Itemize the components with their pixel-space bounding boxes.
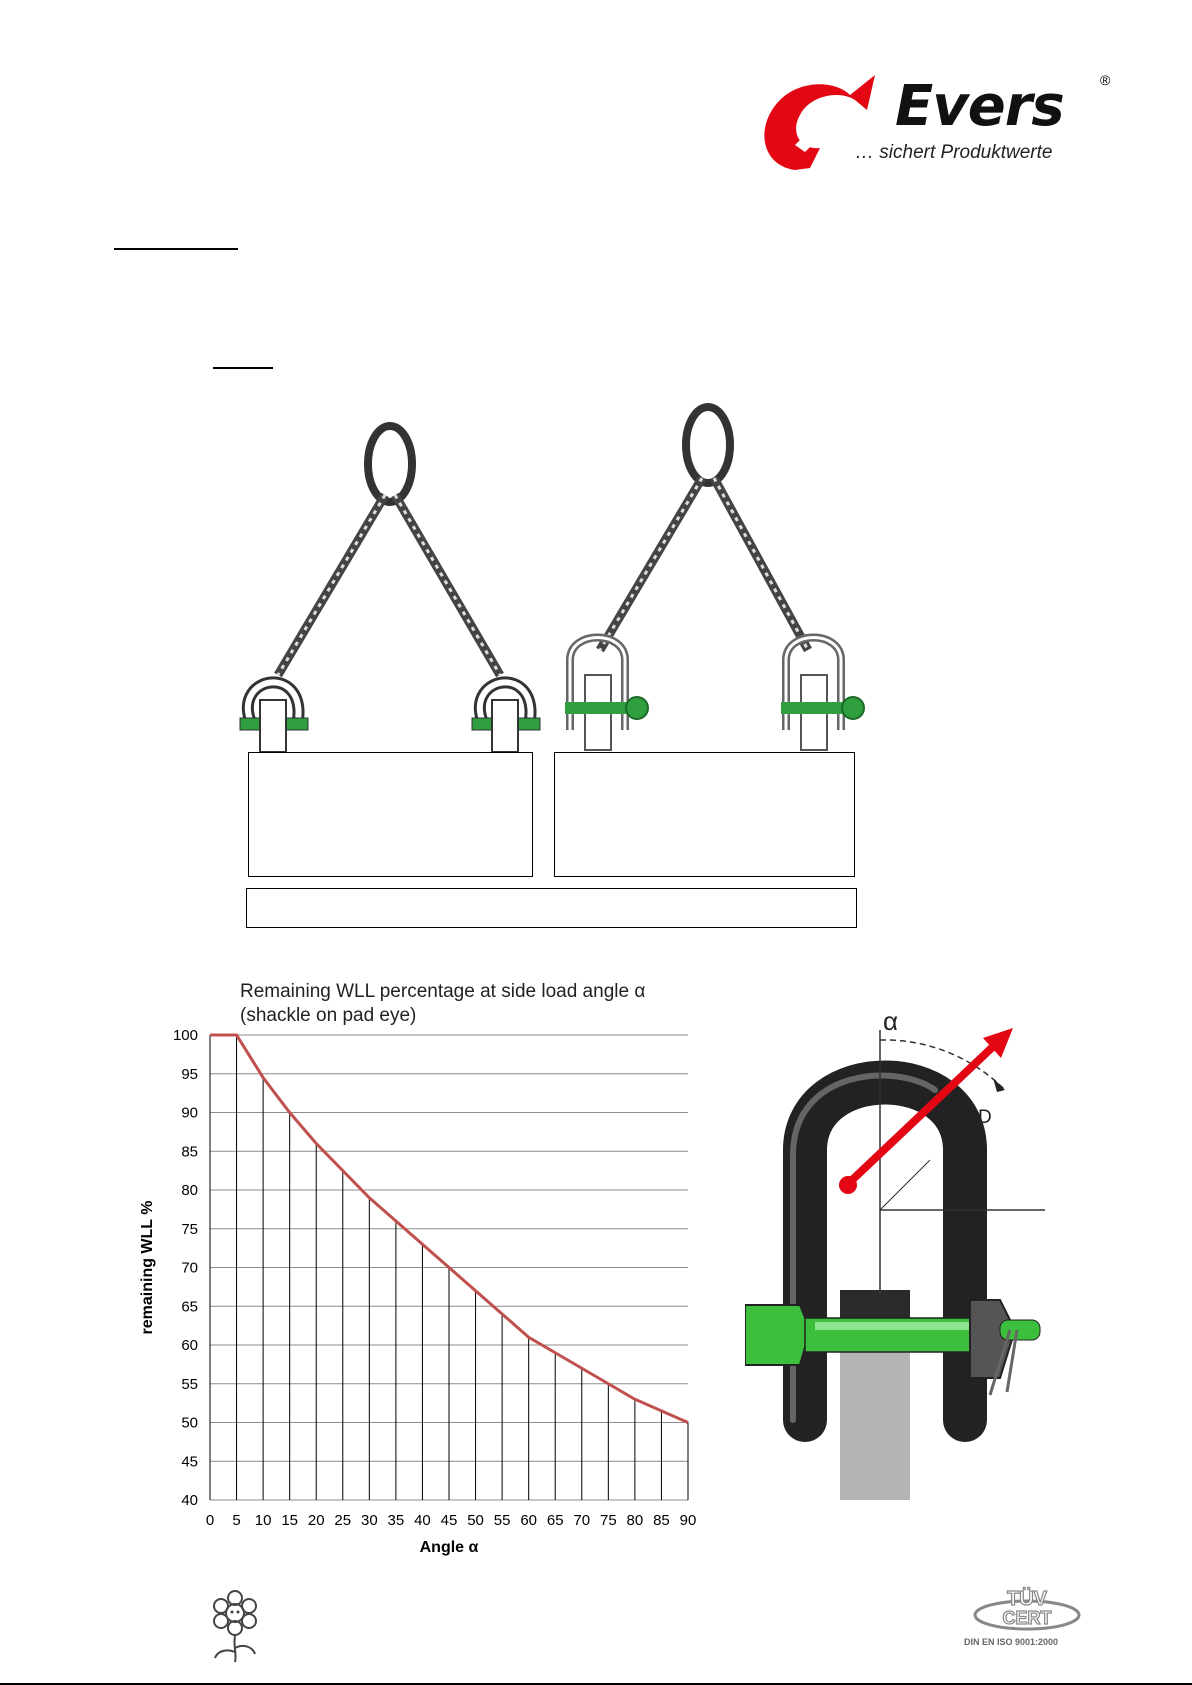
x-tick-label: 90 — [679, 1512, 697, 1529]
x-tick-label: 0 — [205, 1512, 215, 1529]
y-tick-label: 95 — [181, 1065, 198, 1083]
y-tick-label: 75 — [181, 1220, 198, 1238]
load-block-left — [248, 752, 533, 877]
brand-logo — [755, 70, 1115, 180]
right-sling-assembly — [565, 407, 864, 750]
wll-chart — [130, 1020, 710, 1580]
x-tick-label: 80 — [626, 1512, 644, 1529]
x-tick-label: 65 — [546, 1512, 564, 1529]
y-tick-label: 85 — [181, 1143, 198, 1161]
registered-mark: ® — [1100, 72, 1111, 88]
x-tick-label: 85 — [653, 1512, 670, 1529]
svg-text:CERT: CERT — [1002, 1608, 1052, 1628]
subheading-underline — [213, 367, 273, 369]
y-tick-label: 50 — [181, 1414, 198, 1432]
x-tick-label: 40 — [414, 1512, 431, 1529]
brand-name: Evers — [895, 74, 1064, 139]
y-tick-label: 45 — [181, 1453, 198, 1471]
x-tick-label: 10 — [254, 1512, 272, 1529]
chart-subtitle: (shackle on pad eye) — [240, 1005, 417, 1026]
x-tick-label: 30 — [360, 1512, 378, 1529]
base-plate — [246, 888, 857, 928]
cert-standard: DIN EN ISO 9001:2000 — [964, 1637, 1059, 1647]
x-tick-label: 45 — [440, 1512, 458, 1529]
x-tick-label: 60 — [520, 1512, 538, 1529]
y-tick-label: 70 — [181, 1259, 198, 1277]
y-axis-label: remaining WLL % — [139, 1200, 156, 1335]
x-tick-label: 35 — [387, 1512, 405, 1529]
shackle-diagram — [745, 1000, 1085, 1500]
angle-label: α — [883, 1006, 899, 1036]
x-tick-label: 50 — [467, 1512, 484, 1529]
chart-title: Remaining WLL percentage at side load angle α — [240, 981, 646, 1002]
y-tick-label: 40 — [181, 1492, 198, 1509]
x-tick-label: 70 — [573, 1512, 591, 1529]
left-sling-assembly — [240, 426, 540, 752]
y-tick-label: 100 — [172, 1027, 198, 1044]
heading-underline — [114, 248, 238, 250]
x-tick-label: 5 — [232, 1512, 241, 1529]
brand-tagline: … sichert Produktwerte — [855, 142, 1053, 163]
x-tick-label: 20 — [307, 1512, 325, 1529]
load-label: LOAD — [940, 1107, 992, 1128]
y-tick-label: 55 — [181, 1375, 198, 1393]
x-axis-label: Angle α — [419, 1539, 479, 1556]
tuv-cert-icon — [970, 1585, 1085, 1633]
y-tick-label: 90 — [181, 1104, 198, 1122]
y-tick-label: 80 — [181, 1182, 198, 1199]
x-tick-label: 55 — [493, 1512, 511, 1529]
flower-mascot-icon — [205, 1588, 265, 1663]
x-tick-label: 15 — [281, 1512, 299, 1529]
y-tick-label: 65 — [181, 1298, 198, 1316]
tuv-cert-logo — [964, 1585, 1085, 1655]
load-block-right — [554, 752, 855, 877]
svg-text:TÜV: TÜV — [1007, 1588, 1047, 1610]
x-tick-label: 75 — [599, 1512, 617, 1529]
x-tick-label: 25 — [334, 1512, 352, 1529]
y-tick-label: 60 — [181, 1337, 198, 1354]
